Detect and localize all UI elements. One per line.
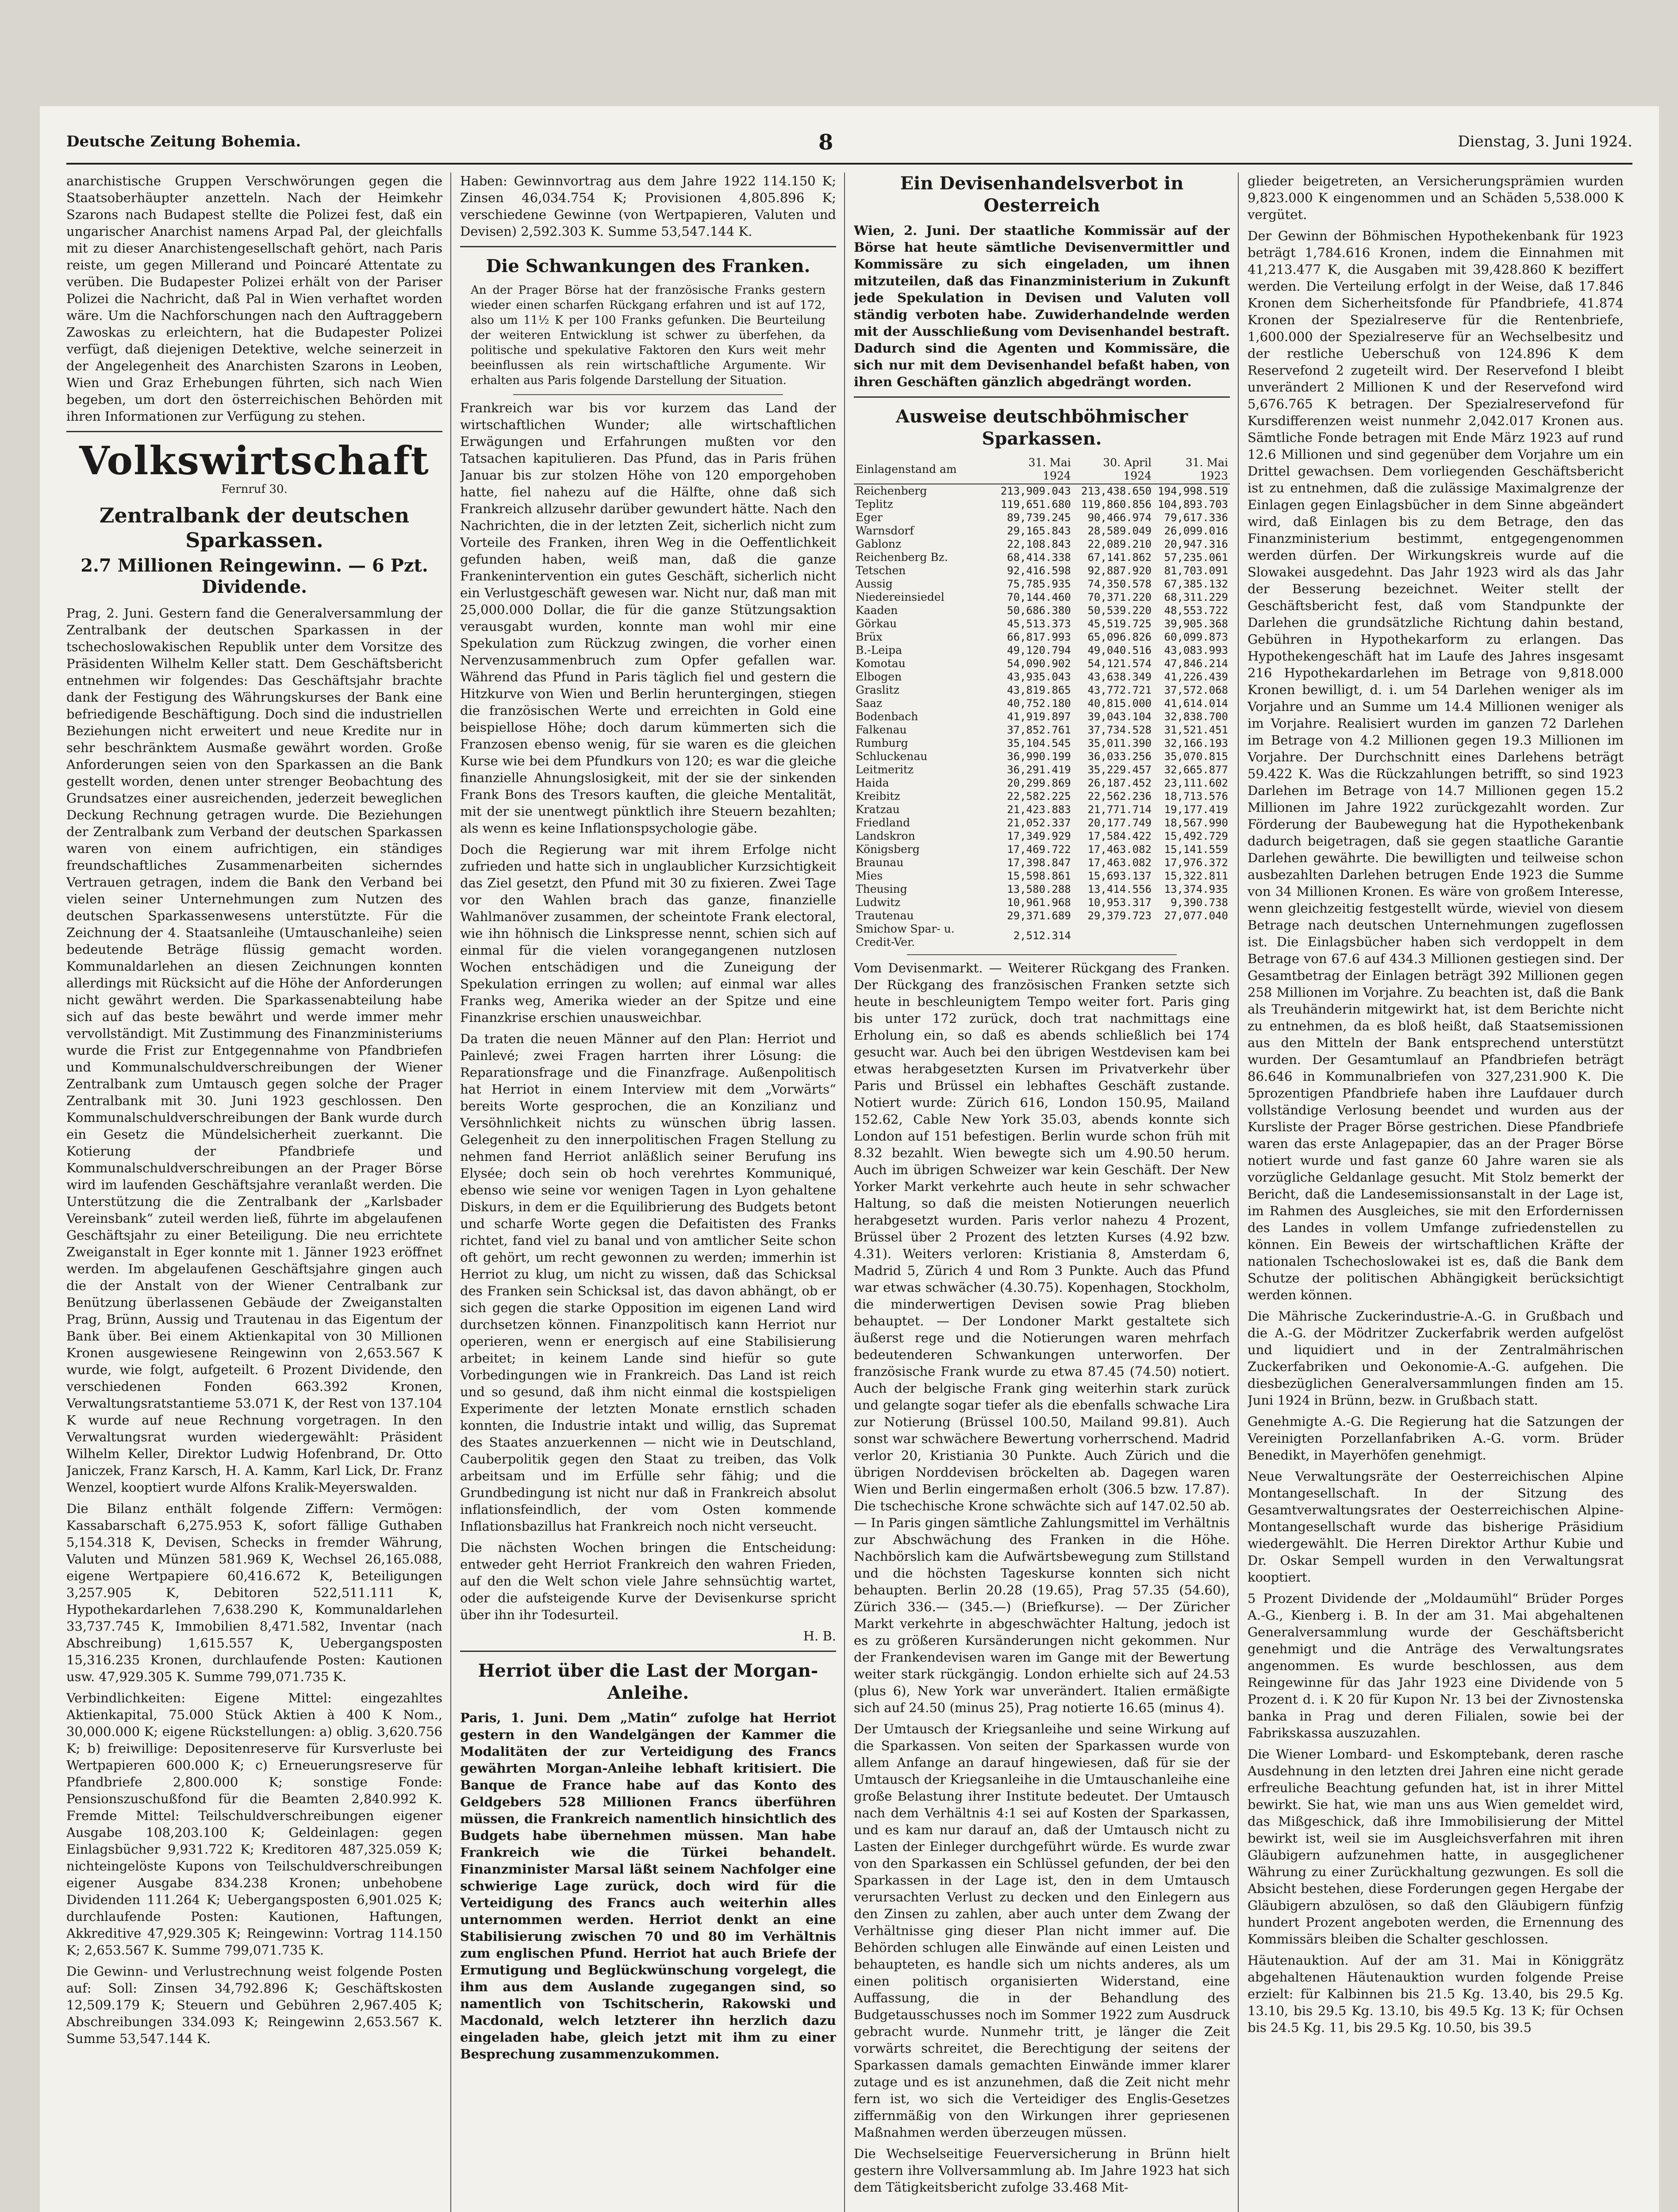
table-cell-place: Kreibitz	[856, 790, 900, 803]
table-header: 31. Mai 1923	[1153, 455, 1230, 484]
table-cell-value: 50,686.380	[1007, 604, 1071, 617]
table-cell-value: 17,398.847	[1007, 856, 1071, 869]
table-cell-value: 36,990.199	[1007, 750, 1071, 763]
table-cell-value: 13,414.556	[1087, 883, 1152, 895]
article-body: Prag, 2. Juni. Gestern fand die Generalversammlung der Zentralbank der deutschen Sparkassen in der tschechoslowakischen Republik unter dem Vorsitze des Präsidenten Wilhelm Keller statt. Dem Geschäftsbericht entnehmen wir folgendes: Das Geschäftsjahr brachte dank der Festigung des Währungskurses der Bank eine befriedigende Beschäftigung. Doch sind die industriellen Beziehungen nicht erweitert und neue Kredite nur in sehr beschränktem Ausmaße gewährt worden. Große Anforderungen seien von den Sparkassen an die Bank gestellt worden, denen unter strenger Beobachtung des Grundsatzes einer ausreichenden, jederzeit beweglichen Deckung Rechnung getragen wurde. Die Beziehungen der Zentralbank zum Verband der deutschen Sparkassen waren von einem aufrichtigen, ein ständiges freundschaftliches Zusammenarbeiten sicherndes Vertrauen getragen, indem die Bank den Verband bei vielen seiner Unternehmungen zum Nutzen des deutschen Sparkassenwesens unterstützte. Für die Zeichnung der 4. Staatsanleihe (Umtauschanleihe) seien bedeutende Beträge flüssig gemacht worden. Kommunaldarlehen an diesen Zeichnungen konnten allerdings mit Rücksicht auf die Höhe der Anforderungen nicht gewährt werden. Die Sparkassenabteilung habe sich auf das beste bewährt und werde immer mehr vervollständigt. Mit Zustimmung des Finanzministeriums wurde die Frist zur Entgegennahme von Pfandbriefen und Kommunalschuldverschreibungen der Wiener Zentralbank zum Umtausch gegen solche der Prager Zentralbank mit 30. Juni 1923 geschlossen. Den Kommunalschuldverschreibungen der Bank wurde durch ein Gesetz die Mündelsicherheit zuerkannt. Die Kotierung der Pfandbriefe und Kommunalschuldverschreibungen an der Prager Börse wird im laufenden Geschäftsjahre veranlaßt werden. Die Unterstützung die die Zentralbank der „Karlsbader Vereinsbank“ zuteil werden ließ, führte im abgelaufenen Geschäftsjahr zu einer Beteiligung. Die neu errichtete Zweiganstalt in Eger konnte mit 1. Jänner 1923 eröffnet werden. Im abgelaufenen Geschäftsjahre gingen auch die der Anstalt von der Wiener Centralbank zur Benützung überlassenen Gebäude der Zweiganstalten Prag, Brünn, Aussig und Trautenau in das Eigentum der Bank über. Bei einem Aktienkapital von 30 Millionen Kronen ausgewiesene Reingewinn von 2,653.567 K wurde, wie folgt, aufgeteilt. 6 Prozent Dividende, den verschiedenen Fonden 663.392 Kronen, Verwaltungsratstantieme 53.071 K, der Rest von 137.104 K wurde auf neue Rechnung vorgetragen. In den Verwaltungsrat wurden wiedergewählt: Präsident Wilhelm Keller, Direktor Ludwig Hofenbrand, Dr. Otto Janiczek, Franz Karsch, H. A. Kamm, Karl Lick, Dr. Franz Wenzel, kooptiert wurde Alfons Kralik-Meyerswalden.	[66, 606, 442, 1495]
table-row	[854, 883, 1230, 896]
table-cell-value: 17,463.082	[1087, 843, 1152, 856]
table-row	[854, 657, 1230, 670]
table-cell-place: Görkau	[856, 617, 897, 630]
article-body: Paris, 1. Juni. Dem „Matin“ zufolge hat Herriot gestern in den Wandelgängen der Kammer die Modalitäten der zur Verteidigung des Francs gewährten Morgan-Anleihe lebhaft kritisiert. Die Banque de France habe auf das Konto des Geldgebers 528 Millionen Francs überführen müssen, die Frankreich namentlich hinsichtlich des Budgets habe übernehmen müssen. Man habe Frankreich wie die Türkei behandelt. Finanzminister Marsal läßt seinem Nachfolger eine schwierige Lage zurück, doch wird für die Verteidigung des Francs auch weiterhin alles unternommen werden. Herriot denkt an eine Stabilisierung zwischen 70 und 80 im Verhältnis zum englischen Pfund. Herriot hat auch Briefe der Ermutigung und Beglückwünschung vorgelegt, die ihm aus dem Auslande zugegangen sind, so namentlich von Tschitscherin, Rakowski und Macdonald, welch letzterer ihn herzlich dazu eingeladen habe, gleich jetzt mit ihm zu einer Besprechung zusammenzukommen.	[460, 1710, 836, 2062]
table-cell-place: Aussig	[856, 577, 893, 590]
article-body: Wien, 2. Juni. Der staatliche Kommissär auf der Börse hat heute sämtliche Devisenvermittler und Kommissäre zu sich eingeladen, um ihnen mitzuteilen, daß das Finanzministerium in Zukunft jede Spekulation in Devisen und Valuten voll ständig verboten habe. Zuwiderhandelnde werden mit der Ausschließung vom Devisenhandel bestraft. Dadurch sind die Agenten und Kommissäre, die sich nur mit dem Devisenhandel befaßt haben, von ihren Geschäften gänzlich abgedrängt worden.	[854, 223, 1230, 389]
table-cell-value: 45,513.373	[1007, 618, 1071, 630]
table-cell-value: 41,614.014	[1164, 697, 1228, 710]
column-divider	[450, 173, 451, 2212]
table-cell-place: Trautenau	[856, 909, 914, 922]
table-cell-place: Smichow Spar- u. Credit-Ver.	[856, 922, 955, 949]
article-subheadline: 2.7 Millionen Reingewinn. — 6 Pzt. Dividende.	[81, 555, 428, 597]
table-header: Einlagenstand am	[854, 455, 996, 484]
table-cell-value: 35,229.457	[1087, 764, 1152, 776]
table-row	[854, 551, 1230, 564]
table-cell-place: Mies	[856, 869, 883, 882]
table-header-row	[854, 455, 1230, 484]
table-cell-place: Reichenberg Bz.	[856, 551, 948, 564]
intro-rule	[513, 394, 783, 395]
table-row	[854, 869, 1230, 883]
column-divider	[1238, 173, 1239, 2212]
table-cell-value: 67,141.862	[1087, 551, 1152, 564]
article-rule	[854, 396, 1230, 398]
article-continuation: Haben: Gewinnvortrag aus dem Jahre 1922 114.150 K; Zinsen 46,034.754 K; Provisionen 4,805.896 K; verschiedene Gewinne (von Wertpapieren, Valuten und Devisen) 2,592.303 K. Summe 53,547.144 K.	[460, 173, 836, 239]
table-cell-value: 65,096.826	[1087, 631, 1152, 643]
table-cell-place: Saaz	[856, 697, 883, 710]
table-row	[854, 816, 1230, 830]
table-cell-value: 13,374.935	[1164, 883, 1228, 895]
section-rule	[66, 431, 442, 432]
article-body: Da traten die neuen Männer auf den Plan: Herriot und Painlevé; zwei Fragen harrten ihrer Lösung: die Reparationsfrage und die Finanzfrage. Außenpolitisch hat Herriot in einem Interview mit dem „Vorwärts“ bereits Worte gesprochen, die an Konzilianz und Versöhnlichkeit nichts zu wünschen übrig lassen. Gelegenheit zu den innerpolitischen Fragen Stellung zu nehmen fand Herriot anläßlich seiner Berufung ins Elysée; doch sein ob hoch verehrtes Kommuniqué, ebenso wie seine vor wenigen Tagen in Lyon gehaltene Diskurs, in dem er die Equilibrierung des Budgets betont und scharfe Worte gegen die Defaitisten des Franks richtet, fand viel zu banal und von amtlicher Seite schon oft gehört, um recht gewonnen zu werden; immerhin ist Herriot zu klug, um nicht zu wissen, daß das Schicksal des Franken sein Schicksal ist, das davon abhängt, ob er sich gegen die starke Opposition im eigenen Land wird durchsetzen können. Finanzpolitisch kann Herriot nur operieren, wenn er energisch auf eine Stabilisierung arbeitet; in keinem Lande sind hiefür so gute Vorbedingungen wie in Frankreich. Das Land ist reich und so gesund, daß ihm nicht einmal die kostspieligen Experimente der letzten Monate ernstlich schaden konnten, die Industrie intakt und willig, das Supremat des Staates anzuerkennen — nicht wie in Deutschland, Cauberpolitik gegen den Staat zu treiben, das Volk arbeitsam und im Erfülle sehr fähig; und die Grundbedingung ist nicht nur daß in Frankreich absolut inflationsfeindlich, der vom Osten kommende Inflationsbazillus hat Frankreich noch nicht verseucht.	[460, 1031, 836, 1534]
table-cell-value: 66,817.993	[1007, 631, 1071, 643]
table-cell-value: 43,819.865	[1007, 684, 1071, 696]
table-cell-value: 92,416.598	[1007, 565, 1071, 577]
table-cell-value: 21,771.714	[1087, 803, 1152, 816]
table-row	[854, 750, 1230, 763]
table-cell-value: 20,947.316	[1164, 538, 1228, 550]
savings-table	[854, 455, 1230, 949]
table-cell-value: 17,349.929	[1007, 830, 1071, 842]
article-headline: Herriot über die Last der Morgan-Anleihe.	[478, 1660, 818, 1703]
table-row	[854, 710, 1230, 723]
table-cell-value: 20,299.869	[1007, 777, 1071, 789]
column-4	[1248, 173, 1624, 2212]
table-cell-value: 90,466.974	[1087, 511, 1152, 524]
table-cell-value: 18,713.576	[1164, 790, 1228, 803]
table-cell-place: Kaaden	[856, 604, 898, 617]
table-rule	[907, 954, 1177, 955]
table-cell-value: 41,919.897	[1007, 710, 1071, 723]
table-row	[854, 776, 1230, 790]
table-cell-value: 17,463.082	[1087, 856, 1152, 869]
table-cell-value: 31,521.451	[1164, 724, 1228, 736]
table-cell-place: Rumburg	[856, 737, 908, 749]
table-cell-value: 23,111.602	[1164, 777, 1228, 789]
table-cell-value: 104,893.703	[1158, 498, 1228, 511]
table-cell-value: 17,584.422	[1087, 830, 1152, 842]
table-cell-value: 37,852.761	[1007, 724, 1071, 736]
table-cell-value: 32,665.877	[1164, 764, 1228, 776]
table-cell-value: 19,177.419	[1164, 803, 1228, 816]
table-cell-value: 37,734.528	[1087, 724, 1152, 736]
table-cell-place: Brüx	[856, 630, 883, 643]
table-cell-place: Theusing	[856, 883, 907, 895]
table-cell-value: 37,572.068	[1164, 684, 1228, 696]
table-row	[854, 922, 1230, 949]
header-rule	[66, 163, 1632, 165]
newspaper-page	[40, 106, 1659, 2212]
table-row	[854, 856, 1230, 869]
table-cell-value: 41,226.439	[1164, 671, 1228, 683]
table-cell-value: 20,177.749	[1087, 817, 1152, 829]
table-row	[854, 737, 1230, 750]
article-rule	[460, 246, 836, 247]
news-item: 5 Prozent Dividende der „Moldaumühl“ Brüder Porges A.-G., Kienberg i. B. In der am 31. Mai abgehaltenen Generalversammlung wurde der Geschäftsbericht genehmigt und die Anträge des Verwaltungsrates angenommen. Es wurde beschlossen, aus dem Reingewinne für das Jahr 1923 eine Dividende von 5 Prozent d. i. K 20 für Kupon Nr. 13 bei der Zivnostenska banka in Prag und deren Filialen, sowie bei der Fabrikskassa auszuzahlen.	[1248, 1591, 1624, 1740]
table-cell-value: 48,553.722	[1164, 604, 1228, 617]
table-row	[854, 830, 1230, 843]
table-cell-value: 29,379.723	[1087, 910, 1152, 922]
table-cell-place: Friedland	[856, 816, 910, 829]
table-row	[854, 591, 1230, 604]
table-cell-value: 49,120.794	[1007, 644, 1071, 657]
table-cell-value: 29,165.843	[1007, 525, 1071, 537]
table-cell-value: 67,385.132	[1164, 578, 1228, 590]
article-body: Der Umtausch der Kriegsanleihe und seine Wirkung auf die Sparkassen. Von seiten der Sparkassen wurde von allem Anfange an darauf hingewiesen, daß für sie der Umtausch der Kriegsanleihe in die Umtauschanleihe eine große Belastung ihrer Institute bedeutet. Der Umtausch nach dem Verhältnis 4:1 sei auf Kosten der Sparkassen, und es kam nur darauf an, daß der Umtausch nicht zu Lasten der Einleger durchgeführt würde. Es wurde zwar von den Sparkassen ein Schlüssel gefunden, der bei den Sparkassen in der Lage ist, den in dem Umtausch verursachten Verlust zu decken und den Einlegern aus den Zinsen zu zahlen, aber auch unter dem Zwang der Verhältnisse ging dieser Plan nicht immer auf. Die Behörden schlugen alle Einwände auf einen Leisten und behaupteten, es handle sich um nichts anderes, als um einen politisch organisierten Widerstand, eine Auffassung, die in der Behandlung des Budgetausschusses noch im Sommer 1922 zum Ausdruck gebracht wurde. Nunmehr tritt, je länger die Zeit vorwärts schreitet, die Berechtigung der seitens der Sparkassen damals gemachten Einwände immer klarer zutage und es ist anzunehmen, daß die Zeit nicht mehr fern ist, wo sich die Verteidiger des Englis-Gesetzes ziffernmäßig von den Wirkungen ihrer gepriesenen Maßnahmen werden überzeugen müssen.	[854, 1721, 1230, 2140]
news-item: Häutenauktion. Auf der am 31. Mai in Königgrätz abgehaltenen Häutenauktion wurden folgende Preise erzielt: für Kalbinnen bis 21.5 Kg. 13.40, bis 29.5 Kg. 13.10, bis 29.5 Kg. 13.10, bis 49.5 Kg. 13 K; für Ochsen bis 24.5 Kg. 11, bis 29.5 Kg. 10.50, bis 39.5	[1248, 1953, 1624, 2035]
table-title: Ausweise deutschböhmischer Sparkassen.	[895, 406, 1188, 449]
table-row	[854, 697, 1230, 710]
table-cell-place: Komotau	[856, 657, 906, 670]
table-cell-value: 26,187.452	[1087, 777, 1152, 789]
table-row	[854, 564, 1230, 577]
table-cell-value: 27,077.040	[1164, 910, 1228, 922]
table-cell-value: 35,070.815	[1164, 750, 1228, 763]
table-cell-place: B.-Leipa	[856, 644, 902, 657]
article-rule	[460, 1651, 836, 1652]
table-cell-place: Niedereinsiedel	[856, 591, 945, 603]
table-cell-place: Gablonz	[856, 538, 902, 550]
table-cell-place: Ludwitz	[856, 896, 901, 909]
table-row	[854, 670, 1230, 684]
table-row	[854, 511, 1230, 524]
table-cell-value: 22,089.210	[1087, 538, 1152, 550]
article-continuation: glieder beigetreten, an Versicherungsprämien wurden 9,823.000 K eingenommen und an Schäden 5,538.000 K vergütet.	[1248, 173, 1624, 222]
news-item: Neue Verwaltungsräte der Oesterreichischen Alpine Montangesellschaft. In der Sitzung des Gesamtverwaltungsrates der Oesterreichischen Alpine-Montangesellschaft wurde das bisherige Präsidium wiedergewählt. Die Herren Direktor Arthur Kubie und Dr. Oskar Sempell wurden in den Verwaltungsrat kooptiert.	[1248, 1469, 1624, 1585]
table-cell-value: 40,752.180	[1007, 697, 1071, 710]
article-continuation: anarchistische Gruppen Verschwörungen gegen die Staatsoberhäupter anzetteln. Nach der Heimkehr Szarons nach Budapest stellte die Polizei fest, daß ein ungarischer Anarchist namens Arpad Pal, der gleichfalls mit zu dieser Anarchistengesellschaft gehört, nach Paris reiste, um gegen Millerand und Poincaré Attentate zu verüben. Die Budapester Polizei erhält von der Pariser Polizei die Nachricht, daß Pal in Wien verhaftet worden wäre. Um die Nachforschungen nach den Auftraggebern Zawoskas zu erleichtern, hat die Budapester Polizei verfügt, daß diejenigen Detektive, welche seinerzeit in der Angelegenheit des Anarchisten Szarons in Leoben, Wien und Graz Erhebungen führten, sich nach Wien begeben, um dort den österreichischen Behörden mit ihren Informationen zur Verfügung zu stehen.	[66, 173, 442, 424]
table-header: 31. Mai 1924	[996, 455, 1073, 484]
table-cell-value: 32,166.193	[1164, 737, 1228, 749]
table-row	[854, 790, 1230, 803]
table-cell-value: 119,860.856	[1081, 498, 1152, 511]
table-cell-value: 194,998.519	[1158, 485, 1228, 497]
author-signature: H. B.	[803, 1628, 836, 1644]
table-cell-value: 60,099.873	[1164, 631, 1228, 643]
table-row	[854, 803, 1230, 816]
table-cell-value: 43,935.043	[1007, 671, 1071, 683]
table-cell-value	[1153, 922, 1230, 949]
table-cell-value: 50,539.220	[1087, 604, 1152, 617]
newspaper-name: Deutsche Zeitung Bohemia.	[66, 133, 301, 150]
table-row	[854, 524, 1230, 538]
table-cell-value: 17,976.372	[1164, 856, 1228, 869]
table-cell-value: 15,492.729	[1164, 830, 1228, 842]
article-body: Doch die Regierung war mit ihrem Erfolge nicht zufrieden und hatte sich in unglaublicher Kurzsichtigkeit das Ziel gesetzt, den Pfund mit 30 zu fixieren. Zwei Tage vor den Wahlen brach das ganze, finanzielle Wahlmanöver zusammen, der scheintote Frank electoral, wie ihn höhnisch die Linkspresse nennt, schien sich auf einmal für die vielen vorangegangenen nutzlosen Wochen entschädigen und die Zuneigung der Spekulation erringen zu wollen; auf einmal war alles Franks weg, Amerika wieder an der Spitze und eine Finanzkrise erschien unausweichbar.	[460, 842, 836, 1025]
news-item: Die Wiener Lombard- und Eskomptebank, deren rasche Ausdehnung in den letzten drei Jahren eine nicht gerade erfreuliche Beachtung gefunden hat, ist in ihrer Mittel bewirkt. Sie hat, wie man uns aus Wien gemeldet wird, das Mißgeschick, daß ihre Immobilisierung der Mittel bewirkt ist, weil sie im Ausgleichsverfahren mit ihren Gläubigern aufzunehmen hatte, in ausgeglichener Währung zu einer Zurückhaltung gezwungen. Es soll die Absicht bestehen, diese Forderungen gegen Hergabe der Gläubigern abzulösen, so daß den Gläubigern fünfzig hundert Prozent angeboten werden, die Ernennung des Kommissärs bleiben die Schalter geschlossen.	[1248, 1747, 1624, 1947]
table-cell-value: 15,322.811	[1164, 870, 1228, 882]
table-cell-value: 35,104.545	[1007, 737, 1071, 749]
table-cell-value: 18,567.990	[1164, 817, 1228, 829]
table-cell-place: Königsberg	[856, 843, 920, 856]
table-cell-value: 75,785.935	[1007, 578, 1071, 590]
table-row	[854, 577, 1230, 591]
table-row	[854, 896, 1230, 909]
table-cell-value: 10,961.968	[1007, 896, 1071, 909]
issue-date: Dienstag, 3. Juni 1924.	[1458, 133, 1632, 150]
table-cell-value: 79,617.336	[1164, 511, 1228, 524]
table-cell-value: 68,311.229	[1164, 591, 1228, 603]
column-divider	[844, 173, 845, 2212]
table-cell-value: 29,371.689	[1007, 910, 1071, 922]
table-cell-value: 119,651.680	[1000, 498, 1071, 511]
table-cell-value: 70,144.460	[1007, 591, 1071, 603]
column-1	[66, 173, 442, 2212]
balance-liabilities: Verbindlichkeiten: Eigene Mittel: eingezahltes Aktienkapital, 75.000 Stück Aktien à 400 K Nom., 30,000.000 K; eigene Rückstellungen: a) oblig. 3,620.756 K; b) freiwillige: Depositenreserve für Kursverluste bei Wertpapieren 600.000 K; c) Erneuerungsreserve für Pfandbriefe 2,800.000 K; sonstige Fonde: Pensionszuschußfond für die Beamten 2,840.992 K. Fremde Mittel: Teilschuldverschreibungen eigener Ausgabe 108,203.100 K; Geldeinlagen: gegen Einlagsbücher 9,931.722 K; Kreditoren 487,325.059 K; nichteingelöste Kupons von Teilschuldverschreibungen eigener Ausgabe 834.238 Kronen; unbehobene Dividenden 111.264 K; Uebergangsposten 6,901.025 K; durchlaufende Posten: Kautionen, Haftungen, Akkreditive 47,929.305 K; Reingewinn: Vortrag 114.150 K; 2,653.567 K. Summe 799,071.735 K.	[66, 1690, 442, 1958]
table-cell-value: 49,040.516	[1087, 644, 1152, 657]
table-cell-value: 15,693.137	[1087, 870, 1152, 882]
table-row	[854, 763, 1230, 776]
table-cell-place: Braunau	[856, 856, 904, 869]
table-cell-value: 213,438.650	[1081, 485, 1152, 497]
table-cell-value	[1073, 922, 1153, 949]
table-cell-place: Falkenau	[856, 723, 907, 736]
table-cell-value: 39,905.368	[1164, 618, 1228, 630]
column-3	[854, 173, 1230, 2212]
table-cell-place: Bodenbach	[856, 710, 918, 723]
table-cell-value: 17,469.722	[1007, 843, 1071, 856]
table-cell-value: 89,739.245	[1007, 511, 1071, 524]
table-cell-value: 15,141.559	[1164, 843, 1228, 856]
article-body: Vom Devisenmarkt. — Weiterer Rückgang des Franken. Der Rückgang des französischen Franken setzte sich heute in beschleunigtem Tempo weiter fort. Paris ging bis unter 172 zurück, doch trat nachmittags eine Erholung ein, so daß es abends schließlich bei 174 gesucht war. Auch bei den übrigen Westdevisen kam bei etwas herabgesetzten Kursen im Privatverkehr über Paris und Brüssel ein lebhaftes Geschäft zustande. Notiert wurde: Zürich 616, London 150.95, Mailand 152.62, Cable New York 35.03, abends konnte sich London auf 151 befestigen. Berlin wurde schon früh mit 8.32 bezahlt. Wien bewegte sich um 4.90.50 herum. Auch im übrigen Schweizer war kein Geschäft. Der New Yorker Markt verkehrte auch heute in sehr schwacher Haltung, so daß die meisten Notierungen neuerlich herabgesetzt wurden. Paris verlor nahezu 4 Prozent, Brüssel über 2 Prozent des letzten Kurses (4.92 bzw. 4.31). Weiters verloren: Kristiania 8, Amsterdam 6, Madrid 5, Zürich 4 und Rom 3 Punkte. Auch das Pfund war etwas schwächer (4.30.75). Kopenhagen, Stockholm, die minderwertigen Devisen sowie Prag blieben behauptet. — Der Londoner Markt gestaltete sich äußerst rege und die Notierungen waren mehrfach bedeutenderen Schwankungen unterworfen. Der französische Frank wurde zu etwa 87.45 (74.50) notiert. Auch der belgische Frank ging weiterhin stark zurück und gelangte sogar tiefer als die ebenfalls schwache Lira zur Notierung (Brüssel 100.50, Mailand 99.81). Auch sonst war schwächere Bewertung vorherrschend. Madrid verlor 20, Kristiania 30 Punkte. Auch Zürich und die übrigen Norddevisen bröckelten ab. Dagegen waren Wien und Berlin eingermaßen erholt (306.5 bzw. 17.87). Die tschechische Krone schwächte sich auf 147.02.50 ab. — In Paris gingen sämtliche Zahlungsmittel im Verhältnis zur Abschwächung des Franken in die Höhe. Nachbörslich kam die Aufwärtsbewegung zum Stillstand und die höchsten Tageskurse konnten sich nicht behaupten. Berlin 20.28 (19.65), Prag 57.35 (54.60), Zürich 336.— (345.—) (Briefkurse). — Der Züricher Markt verkehrte in abgeschwächter Haltung, jedoch ist es zu größeren Kursänderungen nicht gekommen. Nur der Frankendevisen waren im Gange mit der Bewertung weiter stark rückgängig. London erhielte sich auf 24.53 (plus 6), New York war unverändert. Italien ermäßigte sich auf 24.50 (minus 25), Prag notierte 16.65 (minus 4).	[854, 960, 1230, 1715]
table-cell-value: 57,235.061	[1164, 551, 1228, 564]
article-body: Die nächsten Wochen bringen die Entscheidung: entweder geht Herriot Frankreich den wahren Frieden, auf den die Welt schon viele Jahre sehnsüchtig wartet, oder die aufsteigende Kurve der Devisenkurse spricht über ihn ihr Todesurteil.	[460, 1540, 836, 1622]
table-row	[854, 498, 1230, 511]
table-cell-place: Warnsdorf	[856, 524, 914, 537]
table-cell-value: 10,953.317	[1087, 896, 1152, 909]
table-cell-value: 36,033.256	[1087, 750, 1152, 763]
article-intro: An der Prager Börse hat der französische Franks gestern wieder einen scharfen Rückgang erfahren und ist auf 172, also um 11½ K per 100 Franks gefunken. Die Beurteilung der weiteren Entwicklung ist schwer zu überfehen, da politische und spekulative Faktoren den Kurs weit mehr beeinflussen als rein wirtschaftliche Argumente. Wir erhalten aus Paris folgende Darstellung der Situation.	[471, 284, 826, 387]
table-cell-value: 28,589.049	[1087, 525, 1152, 537]
table-cell-value: 45,519.725	[1087, 618, 1152, 630]
column-2	[460, 173, 836, 2212]
table-cell-value: 43,083.993	[1164, 644, 1228, 657]
table-cell-place: Schluckenau	[856, 750, 928, 763]
table-cell-place: Landskron	[856, 830, 915, 842]
table-cell-value: 2,512.314	[1013, 929, 1071, 942]
table-row	[854, 909, 1230, 922]
table-row	[854, 617, 1230, 630]
table-header: 30. April 1924	[1073, 455, 1153, 484]
table-cell-place: Tetschen	[856, 564, 906, 577]
page-header	[66, 130, 1632, 159]
table-cell-value: 32,838.700	[1164, 710, 1228, 723]
table-cell-value: 21,423.883	[1007, 803, 1071, 816]
news-item: Der Gewinn der Böhmischen Hypothekenbank für 1923 beträgt 1,784.616 Kronen, indem die Einnahmen mit 41,213.477 K, die Ausgaben mit 39,428.860 K beziffert werden. Die Verteilung erfolgt in der Weise, daß 17.846 Kronen dem Sicherheitsfonde für Pfandbriefe, 41.874 Kronen der Spezialreserve für die Rentenbriefe, 1,600.000 der Spezialreserve für an Wechselbesitz und der restliche Ueberschuß von 124.896 K dem Reservefond 2 zugeteilt wird. Der Reservefond I bleibt unverändert 2 Millionen K und der Reservefond wird 5,676.765 K betragen. Der Spezialreservefond für Kursdifferenzen weist nunmehr 2,042.017 Kronen aus. Sämtliche Fonde betragen mit Ende März 1923 auf rund 12.6 Millionen und sind gegenüber dem Vorjahre um ein Drittel gewachsen. Dem vorliegenden Geschäftsbericht ist zu entnehmen, daß die zulässige Maximalgrenze der Einlagen gegen Einlagsbücher in dem Sinne abgeändert wird, daß Einlagen bis zu dem Betrage, den das Finanzministerium bestimmt, entgegengenommen werden dürfen. Der Wirkungskreis wurde auf die Slowakei ausgedehnt. Das Jahr 1923 wird als das Jahr der Besserung bezeichnet. Weiter stellt der Geschäftsbericht fest, daß vom Standpunkte der Darlehen die grundsätzliche Richtung dahin bestand, Gebühren in Hypothekarform zu erlangen. Das Hypothekengeschäft hat im Laufe des Jahres insgesamt 216 Hypothekardarlehen im Betrage von 9,818.000 Kronen bewilligt, d. i. um 54 Darlehen weniger als im Vorjahre und an Summe um 14.4 Millionen weniger als im Vorjahre. Realisiert wurden im ganzen 72 Darlehen im Betrage von 4.2 Millionen gegen 19.3 Millionen im Vorjahre. Der Durchschnitt eines Darlehens beträgt 59.422 K. Was die Rückzahlungen betrifft, so sind 1923 Darlehen im Betrage von 14.7 Millionen gegen 15.2 Millionen im Jahre 1922 zurückgezahlt worden. Zur Förderung der Baubewegung hat die Hypothekenbank dadurch beigetragen, daß sie gegen staatliche Garantie Darlehen gewährte. Die bewilligten und teilweise schon ausbezahlten Darlehen betrugen Ende 1923 die Summe von 34 Millionen Kronen. Es wäre von großem Interesse, wenn gleichzeitig festgestellt würde, wieviel von diesem Betrage nach deutschen Unternehmungen zugeflossen ist. Die Einlagsbücher haben sich verdoppelt in dem Betrage von 67.6 auf 434.3 Millionen gestiegen sind. Der Gesamtbetrag der Einlagen beträgt 392 Millionen gegen 258 Millionen im Vorjahre. Zu beachten ist, daß die Bank als Treuhänderin mitgewirkt hat, ist dem Berichte nicht zu entnehmen, da es bloß heißt, daß Staatsemissionen aus den Mitteln der Bank entsprechend unterstützt wurden. Der Gesamtumlauf an Pfandbriefen beträgt 86.646 in Kommunalbriefen von 327,231.900 K. Die 5prozentigen Pfandbriefe haben ihre Laufdauer durch vollständige Verlosung beendet und wurden aus der Kursliste der Prager Börse gestrichen. Diese Pfandbriefe waren das erste Anlagepapier, das an der Prager Börse notiert wurde und fast ganze 60 Jahre waren sie als vorzügliche Geldanlage gesucht. Mit Stolz bemerkt der Bericht, daß die Landesemissionsanstalt in der Lage ist, im Rahmen des Ausgleiches, sie mit den Erfordernissen des Landes in vollem Umfange zufriedenstellen zu können. Ein Beweis der wirtschaftlichen Kräfte der nationalen Tschechoslowakei ist es, daß die Bank dem Schutze der politischen Abhängigkeit berücksichtigt werden können.	[1248, 228, 1624, 1302]
table-cell-value: 74,350.578	[1087, 578, 1152, 590]
table-cell-value: 54,121.574	[1087, 657, 1152, 670]
table-cell-place: Kratzau	[856, 803, 900, 816]
profit-loss: Die Gewinn- und Verlustrechnung weist folgende Posten auf: Soll: Zinsen 34,792.896 K; Geschäftskosten 12,509.179 K; Steuern und Gebühren 2,967.405 K; Abschreibungen 334.093 K; Reingewinn 2,653.567 K. Summe 53,547.144 K.	[66, 1964, 442, 2046]
table-cell-value: 81,703.091	[1164, 565, 1228, 577]
table-cell-value: 40,815.000	[1087, 697, 1152, 710]
table-cell-place: Teplitz	[856, 498, 893, 511]
article-headline: Zentralbank der deutschen Sparkassen.	[99, 503, 410, 552]
table-cell-value: 26,099.016	[1164, 525, 1228, 537]
table-cell-value: 13,580.288	[1007, 883, 1071, 895]
table-cell-value: 22,582.225	[1007, 790, 1071, 803]
table-cell-place: Graslitz	[856, 684, 899, 696]
table-cell-value: 15,598.861	[1007, 870, 1071, 882]
table-cell-value: 22,562.236	[1087, 790, 1152, 803]
table-cell-value: 213,909.043	[1000, 485, 1071, 497]
table-cell-place: Reichenberg	[856, 484, 927, 497]
article-body: Frankreich war bis vor kurzem das Land der wirtschaftlichen Wunder; alle wirtschaftlichen Erwägungen und Erfahrungen mußten vor den Tatsachen kapitulieren. Das Pfund, das in Paris frühen Januar bis zur stolzen Höhe von 120 emporgehoben hatte, fiel nahezu auf die Hälfte, ohne daß sich Frankreich allzusehr darüber gewundert hätte. Nach den Nachrichten, die in der letzten Zeit, sicherlich nicht zum Vorteile des Franken, ihren Weg in die Oeffentlichkeit gefunden haben, weiß man, daß die ganze Frankenintervention ein gutes Geschäft, sicherlich nicht ein Verlustgeschäft gewesen war. Nicht nur, daß man mit 25,000.000 Dollar, die für die ganze Stützungsaktion verausgabt wurden, konnte man wohl mir eine Spekulation zum Rückzug zwingen, die vorher einen Nervenzusammenbruch zum Opfer gefallen war. Während das Pfund in Paris täglich fiel und gestern die Hitzkurve von Wien und Berlin heruntergingen, stiegen die französischen Werte und erreichten in Gold eine beispiellose Höhe; doch darum kümmerten sich die Franzosen ebenso wenig, für sie waren es die gleichen Kurse wie bei dem Pfundkurs von 120; es war die gleiche finanzielle Ahnungslosigkeit, mit der sie der sinkenden Frank Bons des Tresors kauften, die gleiche Mentalität, mit der sie unentwegt pünktlich ihre Steuern bezahlten; als wenn es keine Inflationspsychologie gäbe.	[460, 400, 836, 836]
table-cell-value: 36,291.419	[1007, 764, 1071, 776]
table-cell-place: Eger	[856, 511, 883, 524]
table-row	[854, 723, 1230, 737]
section-title: Volkswirtschaft	[79, 438, 430, 484]
table-cell-value: 9,390.738	[1170, 896, 1228, 909]
table-cell-value: 68,414.338	[1007, 551, 1071, 564]
table-cell-value: 43,638.349	[1087, 671, 1152, 683]
table-cell-value: 21,052.337	[1007, 817, 1071, 829]
section-phone: Fernruf 30.	[221, 483, 288, 496]
table-cell-value: 70,371.220	[1087, 591, 1152, 603]
article-body: Die Wechselseitige Feuerversicherung in Brünn hielt gestern ihre Vollversammlung ab. Im Jahre 1923 hat sich dem Tätigkeitsbericht zufolge 33.468 Mit-	[854, 2146, 1230, 2195]
table-row	[854, 630, 1230, 644]
table-cell-value: 35,011.390	[1087, 737, 1152, 749]
table-body	[854, 484, 1230, 949]
balance-assets: Die Bilanz enthält folgende Ziffern: Vermögen: Kassabarschaft 6,275.953 K, sofort fällige Guthaben 5,154.318 K, Devisen, Schecks in fremder Währung, Valuten und Münzen 581.969 K, Wechsel 26,165.088, eigene Wertpapiere 60,416.672 K, Beteiligungen 3,257.905 K, Debitoren 522,511.111 K, Hypothekardarlehen 7,638.290 K, Kommunaldarlehen 33,737.745 K, Immobilien 8,471.582, Inventar (nach Abschreibung) 1,615.557 K, Uebergangsposten 15,316.235 Kronen, durchlaufende Posten: Kautionen usw. 47,929.305 K. Summe 799,071.735 K.	[66, 1501, 442, 1684]
page-number: 8	[818, 130, 833, 155]
news-item: Die Mährische Zuckerindustrie-A.-G. in Grußbach und die A.-G. der Mödritzer Zuckerfabrik werden aufgelöst und liquidiert und in der Zentralmährischen Zuckerfabriken und Oekonomie-A.-G. aufgehen. Die diesbezüglichen Generalversammlungen finden am 15. Juni 1924 in Brünn, bezw. in Grußbach statt.	[1248, 1309, 1624, 1408]
table-row	[854, 843, 1230, 856]
table-row	[854, 644, 1230, 657]
table-cell-value: 92,887.920	[1087, 565, 1152, 577]
table-row	[854, 484, 1230, 498]
table-cell-value: 39,043.104	[1087, 710, 1152, 723]
table-cell-value: 22,108.843	[1007, 538, 1071, 550]
table-cell-value: 54,090.902	[1007, 657, 1071, 670]
table-row	[854, 684, 1230, 697]
news-item: Genehmigte A.-G. Die Regierung hat die Satzungen der Vereinigten Porzellanfabriken A.-G. vorm. Brüder Benedikt, in Mayerhöfen genehmigt.	[1248, 1414, 1624, 1463]
table-cell-place: Elbogen	[856, 670, 902, 683]
article-headline: Ein Devisenhandelsverbot in Oesterreich	[900, 173, 1184, 216]
table-row	[854, 538, 1230, 551]
table-row	[854, 604, 1230, 617]
table-cell-value: 47,846.214	[1164, 657, 1228, 670]
table-cell-value: 43,772.721	[1087, 684, 1152, 696]
article-headline: Die Schwankungen des Franken.	[486, 256, 810, 276]
table-cell-place: Haida	[856, 776, 889, 789]
table-cell-place: Leitmeritz	[856, 763, 914, 776]
